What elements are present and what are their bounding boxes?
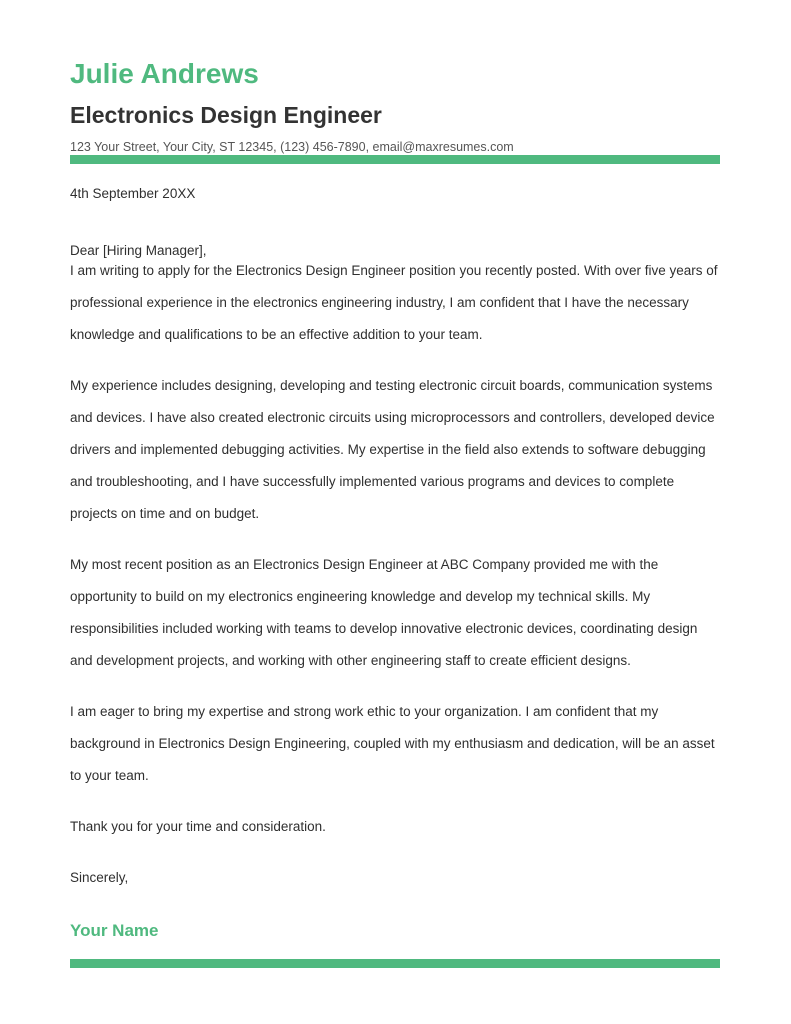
- salutation: Dear [Hiring Manager],: [70, 243, 207, 258]
- applicant-name: Julie Andrews: [70, 58, 259, 89]
- job-title: Electronics Design Engineer: [70, 102, 382, 128]
- header-divider: [70, 155, 720, 164]
- closing: Sincerely,: [70, 870, 129, 885]
- body-paragraph: My experience includes designing, developing and testing electronic circuit boards, communication systems and devices. I have also created electronic circuits using microprocessors and controllers, developed device drivers and implemented debugging activities. My expertise in the field also extends to software debugging and troubleshooting, and I have successfully implemented various programs and devices to complete projects on time and on budget.: [70, 378, 715, 521]
- contact-info: 123 Your Street, Your City, ST 12345, (123) 456-7890, email@maxresumes.com: [70, 140, 514, 154]
- signature-name: Your Name: [70, 921, 159, 940]
- body-paragraph: My most recent position as an Electronics Design Engineer at ABC Company provided me with the opportunity to build on my electronics engineering knowledge and develop my technical skills. My responsibilities included working with teams to develop innovative electronic devices, coordinating design and development projects, and working with other engineering staff to create efficient designs.: [70, 557, 698, 668]
- body-paragraph: I am eager to bring my expertise and strong work ethic to your organization. I am confident that my background in Electronics Design Engineering, coupled with my enthusiasm and dedication, will be an asset to your team.: [70, 704, 715, 783]
- body-paragraph: I am writing to apply for the Electronics Design Engineer position you recently posted. With over five years of professional experience in the electronics engineering industry, I am confident that I have the necessary knowledge and qualifications to be an effective addition to your team.: [70, 263, 718, 342]
- thank-you-line: Thank you for your time and consideration.: [70, 819, 326, 834]
- footer-divider: [70, 959, 720, 968]
- letter-date: 4th September 20XX: [70, 186, 196, 201]
